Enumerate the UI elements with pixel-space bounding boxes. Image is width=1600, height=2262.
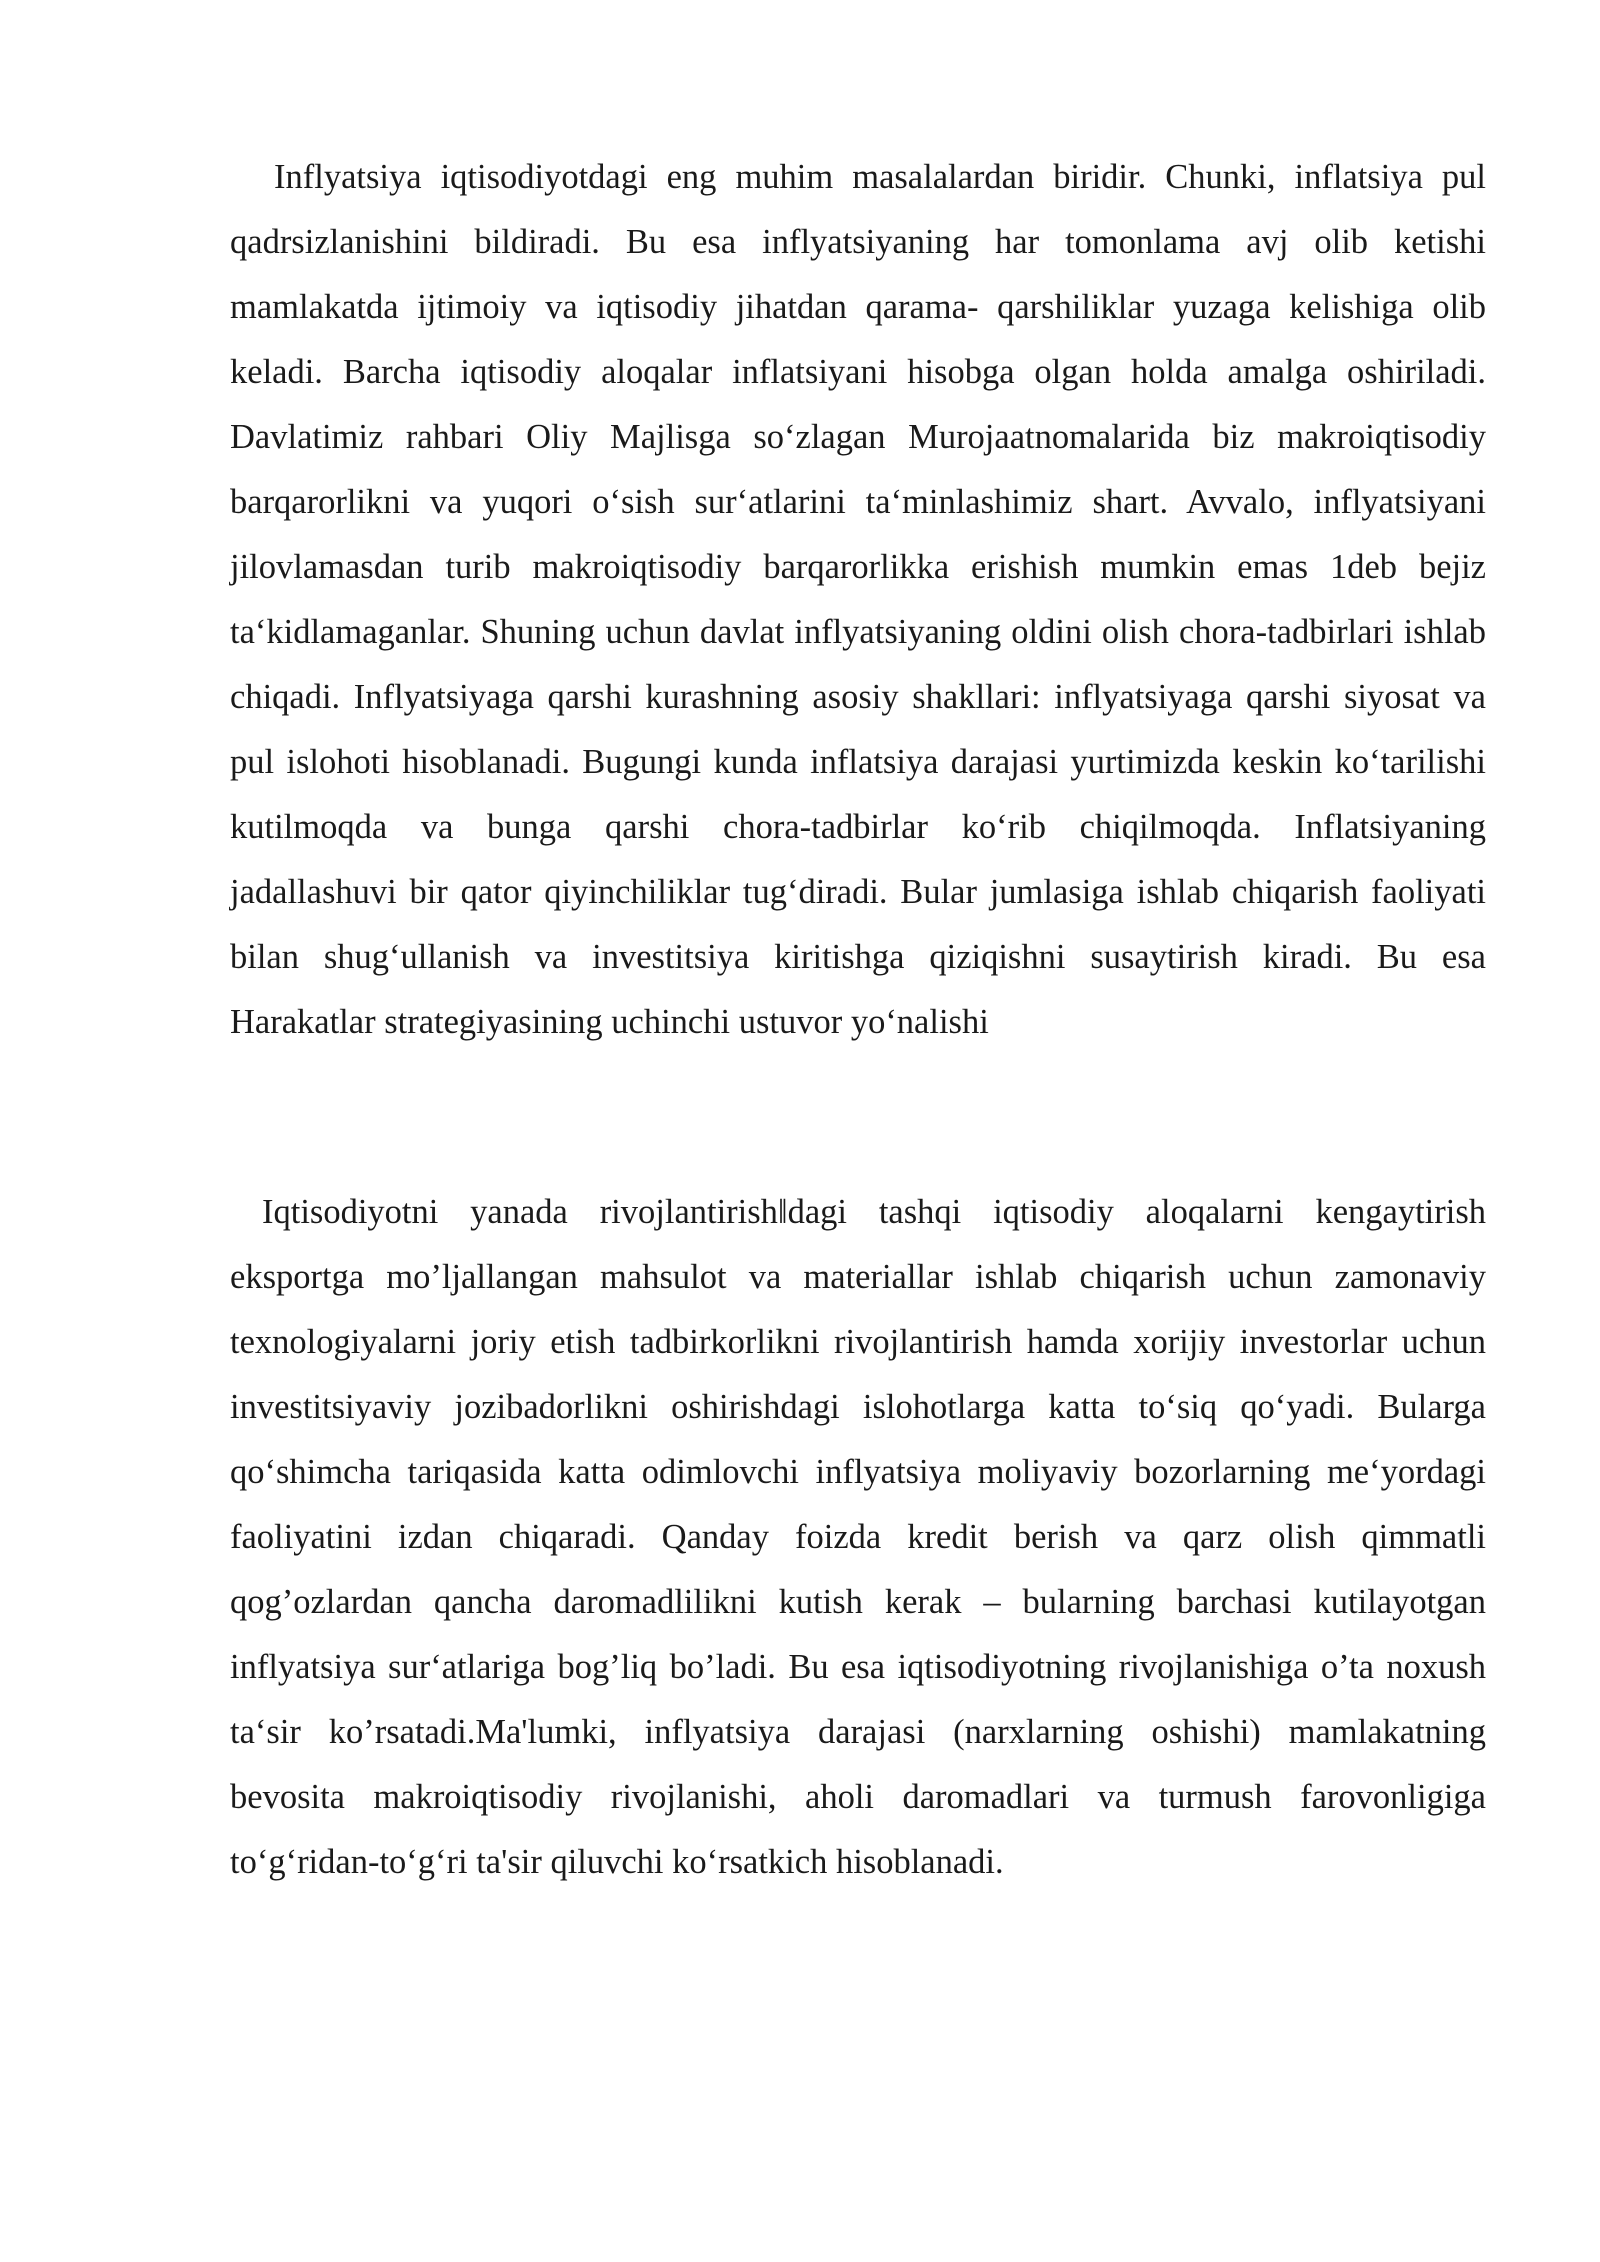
paragraph-economic-development: Iqtisodiyotni yanada rivojlantirish‖dagi tashqi iqtisodiy aloqalarni kengaytirish eksportga mo’ljallangan mahsulot va materiallar ishlab chiqarish uchun zamonaviy texnologiyalarni joriy etish tadbirkorlikni rivojlantirish hamda xorijiy investorlar uchun investitsiyaviy jozibadorlikni oshirishdagi islohotlarga katta to‘siq qo‘yadi. Bularga qo‘shimcha tariqasida katta odimlovchi inflyatsiya moliyaviy bozorlarning me‘yordagi faoliyatini izdan chiqaradi. Qanday foizda kredit berish va qarz olish qimmatli qog’ozlardan qancha daromadlilikni kutish kerak – bularning barchasi kutilayotgan inflyatsiya sur‘atlariga bog’liq bo’ladi. Bu esa iqtisodiyotning rivojlanishiga o’ta noxush ta‘sir ko’rsatadi.Ma'lumki, inflyatsiya darajasi (narxlarning oshishi) mamlakatning bevosita makroiqtisodiy rivojlanishi, aholi daromadlari va turmush farovonligiga to‘g‘ridan-to‘g‘ri ta'sir qiluvchi ko‘rsatkich hisoblanadi. [230,1193,1486,1881]
paragraph-inflation-intro: Inflyatsiya iqtisodiyotdagi eng muhim masalalardan biridir. Chunki, inflatsiya pul qadrsizlanishini bildiradi. Bu esa inflyatsiyaning har tomonlama avj olib ketishi mamlakatda ijtimoiy va iqtisodiy jihatdan qarama- qarshiliklar yuzaga kelishiga olib keladi. Barcha iqtisodiy aloqalar inflatsiyani hisobga olgan holda amalga oshiriladi. Davlatimiz rahbari Oliy Majlisga so‘zlagan Murojaatnomalarida biz makroiqtisodiy barqarorlikni va yuqori o‘sish sur‘atlarini ta‘minlashimiz shart. Avvalo, inflyatsiyani jilovlamasdan turib makroiqtisodiy barqarorlikka erishish mumkin emas 1deb bejiz ta‘kidlamaganlar. Shuning uchun davlat inflyatsiyaning oldini olish chora-tadbirlari ishlab chiqadi. Inflyatsiyaga qarshi kurashning asosiy shakllari: inflyatsiyaga qarshi siyosat va pul islohoti hisoblanadi. Bugungi kunda inflatsiya darajasi yurtimizda keskin ko‘tarilishi kutilmoqda va bunga qarshi chora-tadbirlar ko‘rib chiqilmoqda. Inflatsiyaning jadallashuvi bir qator qiyinchiliklar tug‘diradi. Bular jumlasiga ishlab chiqarish faoliyati bilan shug‘ullanish va investitsiya kiritishga qiziqishni susaytirish kiradi. Bu esa Harakatlar strategiyasining uchinchi ustuvor yo‘nalishi [230,158,1486,1041]
